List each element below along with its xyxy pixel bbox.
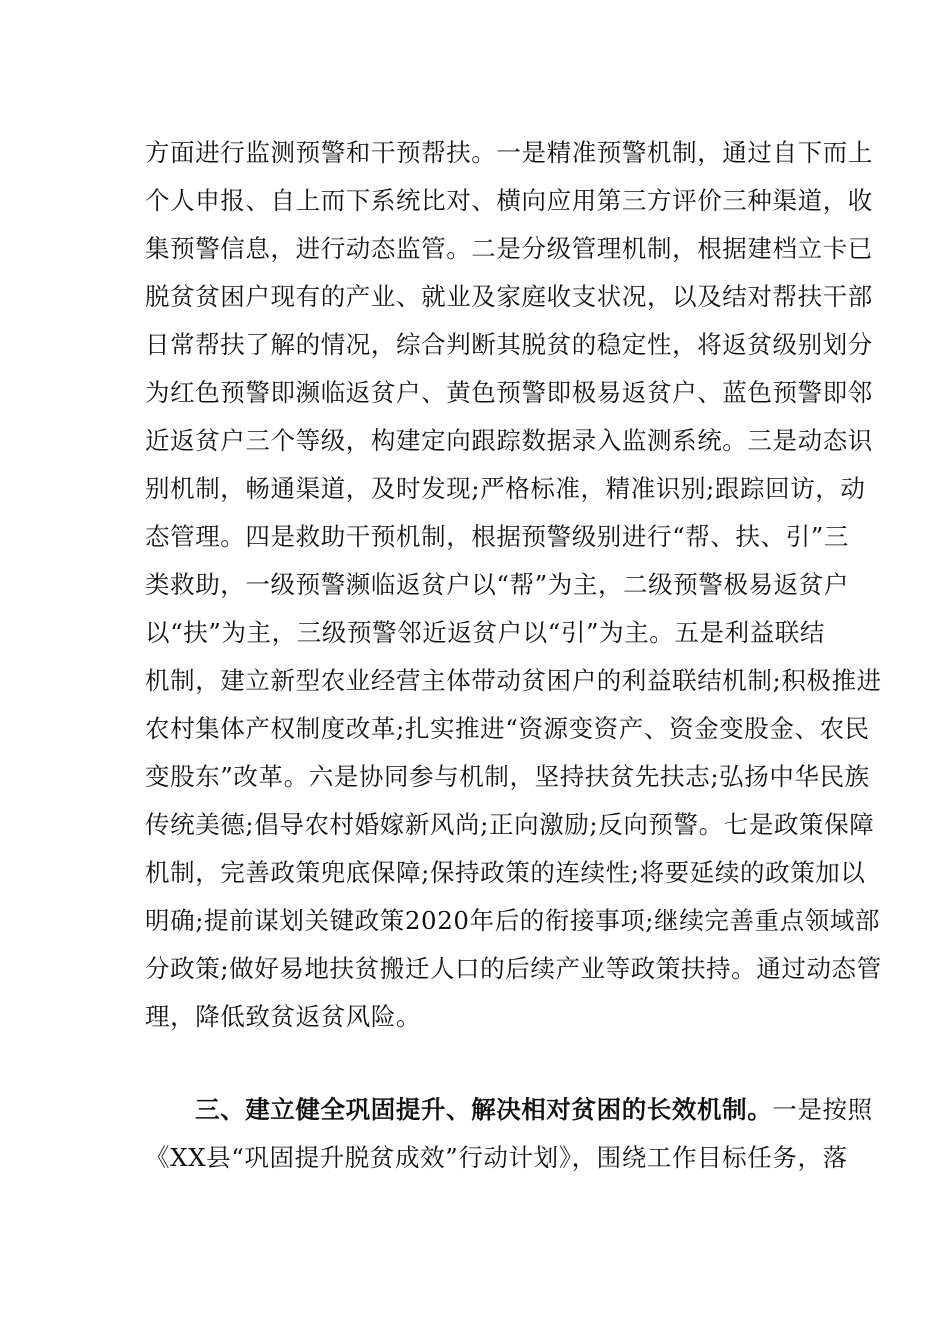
text-line: 分政策;做好易地扶贫搬迁人口的后续产业等政策扶持。通过动态管 — [145, 954, 882, 983]
text-line: 以“扶”为主，三级预警邻近返贫户以“引”为主。五是利益联结 — [145, 618, 825, 647]
text-line: 类救助，一级预警濒临返贫户以“帮”为主，二级预警极易返贫户 — [145, 570, 849, 599]
text-line: 日常帮扶了解的情况，综合判断其脱贫的稳定性，将返贫级别划分 — [145, 330, 873, 359]
text-line: 传统美德;倡导农村婚嫁新风尚;正向激励;反向预警。七是政策保障 — [145, 810, 875, 839]
text-line: 农村集体产权制度改革;扎实推进“资源变资产、资金变股金、农民 — [145, 714, 870, 743]
text-line: 脱贫贫困户现有的产业、就业及家庭收支状况，以及结对帮扶干部 — [145, 282, 873, 311]
text-line: 近返贫户三个等级，构建定向跟踪数据录入监测系统。三是动态识 — [145, 426, 873, 455]
text-line: 明确;提前谋划关键政策2020年后的衔接事项;继续完善重点领域部 — [145, 906, 881, 935]
text-line: 《XX县“巩固提升脱贫成效”行动计划》，围绕工作目标任务，落 — [145, 1143, 848, 1172]
text-line: 机制，建立新型农业经营主体带动贫困户的利益联结机制;积极推进 — [145, 666, 882, 695]
text-line: 方面进行监测预警和干预帮扶。一是精准预警机制，通过自下而上 — [145, 138, 873, 167]
text-line: 机制，完善政策兜底保障;保持政策的连续性;将要延续的政策加以 — [145, 858, 866, 887]
section-heading: 三、建立健全巩固提升、解决相对贫困的长效机制。 — [195, 1095, 773, 1124]
body-paragraph — [145, 136, 882, 1048]
section-text: 一是按照 — [772, 1095, 873, 1124]
text-line: 态管理。四是救助干预机制，根据预警级别进行“帮、扶、引”三 — [145, 522, 849, 551]
text-line: 集预警信息，进行动态监管。二是分级管理机制，根据建档立卡已 — [145, 234, 873, 263]
text-line: 理，降低致贫返贫风险。 — [145, 1002, 422, 1031]
section-paragraph — [145, 1093, 873, 1189]
text-line: 个人申报、自上而下系统比对、横向应用第三方评价三种渠道，收 — [145, 186, 873, 215]
text-line: 别机制，畅通渠道，及时发现;严格标准，精准识别;跟踪回访，动 — [145, 474, 866, 503]
text-line — [145, 1093, 873, 1141]
text-line: 变股东”改革。六是协同参与机制，坚持扶贫先扶志;弘扬中华民族 — [145, 762, 870, 791]
text-line: 为红色预警即濒临返贫户、黄色预警即极易返贫户、蓝色预警即邻 — [145, 378, 873, 407]
